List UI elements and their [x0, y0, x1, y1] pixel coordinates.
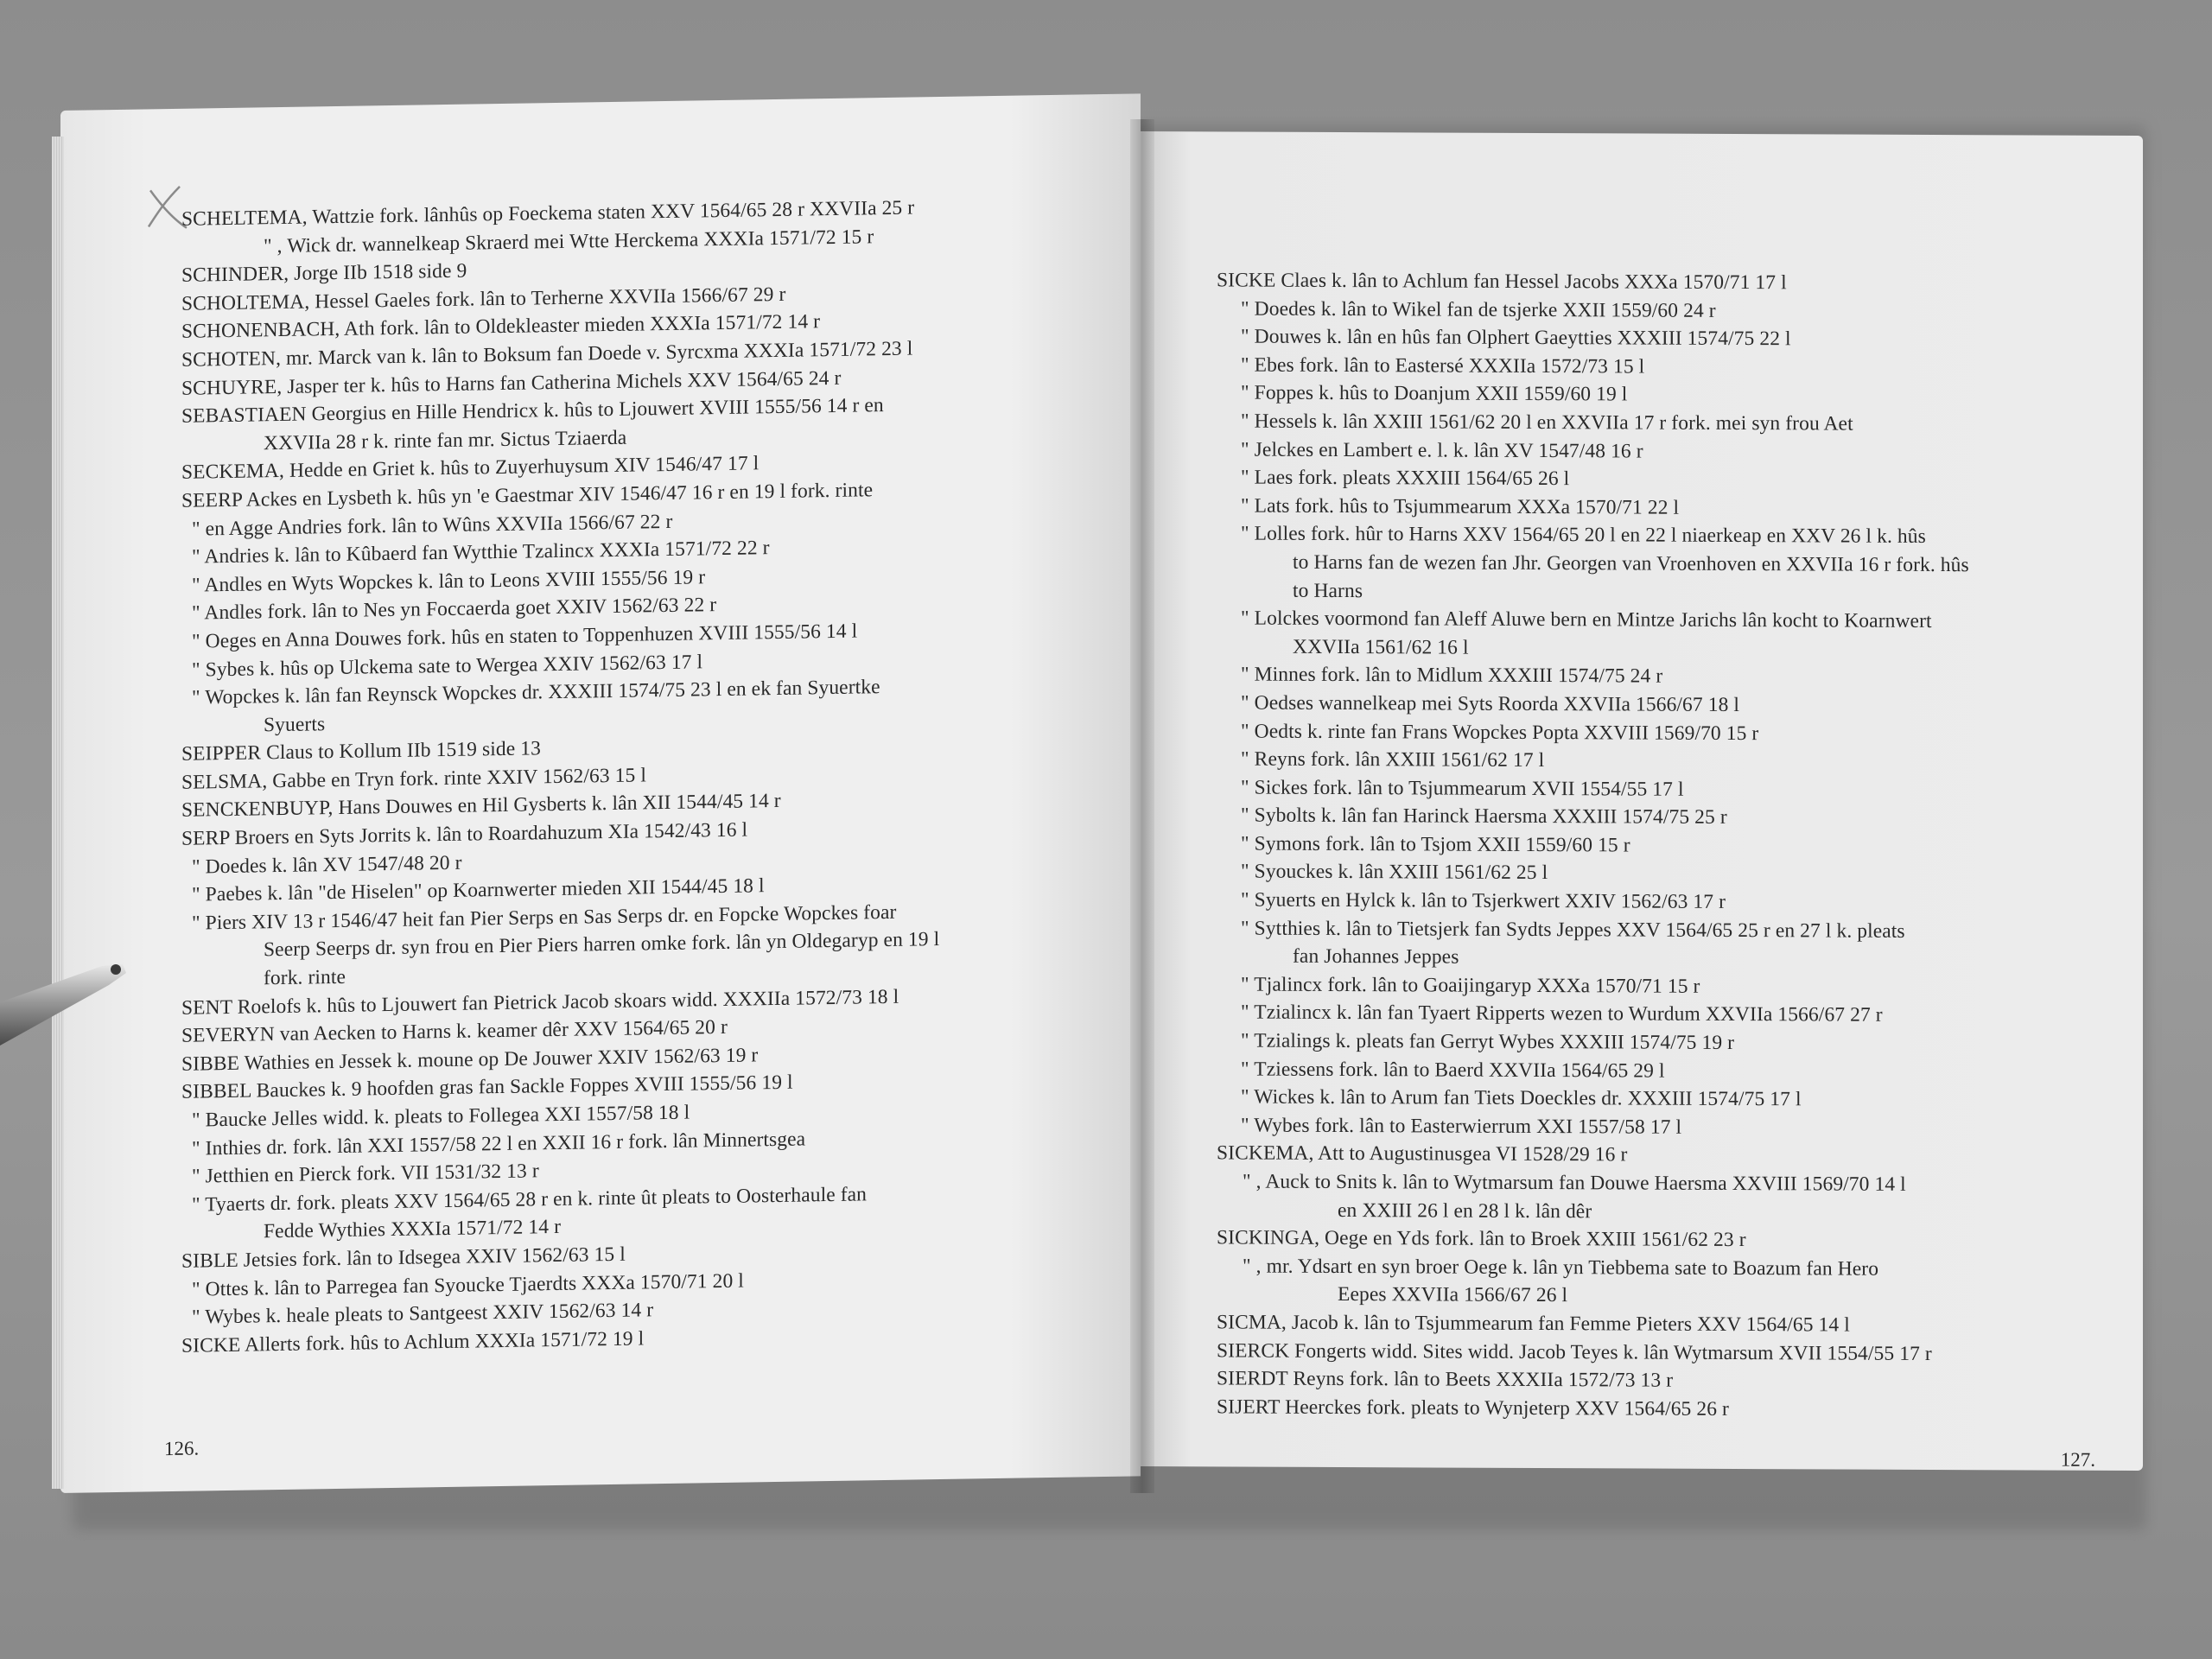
text-line: SICKE Allerts fork. hûs to Achlum XXXIa 1571/72 19 l: [181, 1327, 645, 1357]
left-page: [60, 93, 1141, 1493]
text-line: " Douwes k. lân en hûs fan Olphert Gaeytties XXXIII 1574/75 22 l: [1241, 325, 1791, 351]
text-line: SCHUYRE, Jasper ter k. hûs to Harns fan Catherina Michels XXV 1564/65 24 r: [181, 366, 842, 400]
pen-icon: [0, 950, 130, 1054]
text-line: " Lolles fork. hûr to Harns XXV 1564/65 20 l en 22 l niaerkeap en XXV 26 l k. hûs: [1241, 522, 1926, 549]
text-line: SIERDT Reyns fork. lân to Beets XXXIIa 1572/73 13 r: [1217, 1367, 1674, 1392]
text-line: " Tziessens fork. lân to Baerd XXVIIa 1564/65 29 l: [1241, 1058, 1665, 1083]
text-line: Seerp Seerps dr. syn frou en Pier Piers harren omke fork. lân yn Oldegaryp en 19 l: [264, 928, 940, 962]
text-line: SELSMA, Gabbe en Tryn fork. rinte XXIV 1562/63 15 l: [181, 764, 646, 794]
text-line: " Wopckes k. lân fan Reynsck Wopckes dr. XXXIII 1574/75 23 l en ek fan Syuertke: [192, 676, 880, 709]
text-line: " Piers XIV 13 r 1546/47 heit fan Pier Serps en Sas Serps dr. en Fopcke Wopckes foar: [192, 900, 897, 935]
text-line: SIBBEL Bauckes k. 9 hoofden gras fan Sackle Foppes XVIII 1555/56 19 l: [181, 1071, 793, 1104]
open-book: [60, 111, 2143, 1528]
text-line: " , Wick dr. wannelkeap Skraerd mei Wtte Herckema XXXIa 1571/72 15 r: [264, 225, 874, 257]
right-page: [1141, 131, 2143, 1471]
page-edges: [52, 137, 64, 1489]
text-line: " Inthies dr. fork. lân XXI 1557/58 22 l en XXII 16 r fork. lân Minnertsgea: [192, 1128, 806, 1160]
text-line: SCHELTEMA, Wattzie fork. lânhûs op Foeckema staten XXV 1564/65 28 r XXVIIa 25 r: [181, 196, 915, 231]
text-line: " Tjalincx fork. lân to Goaijingaryp XXXa 1570/71 15 r: [1241, 973, 1700, 998]
text-line: " Wybes fork. lân to Easterwierrum XXI 1557/58 17 l: [1241, 1114, 1682, 1139]
text-line: " Ebes fork. lân to Eastersé XXXIIa 1572/73 15 l: [1241, 353, 1645, 378]
text-line: " Sybolts k. lân fan Harinck Haersma XXXIII 1574/75 25 r: [1241, 804, 1727, 830]
text-line: " Hessels k. lân XXIII 1561/62 20 l en XXVIIa 17 r fork. mei syn frou Aet: [1241, 410, 1853, 435]
text-line: SERP Broers en Syts Jorrits k. lân to Roardahuzum XIa 1542/43 16 l: [181, 818, 748, 850]
text-line: SICKINGA, Oege en Yds fork. lân to Broek XXIII 1561/62 23 r: [1217, 1226, 1746, 1252]
text-line: " Doedes k. lân to Wikel fan de tsjerke XXII 1559/60 24 r: [1241, 297, 1716, 322]
text-line: XXVIIa 28 r k. rinte fan mr. Sictus Tziaerda: [264, 426, 627, 455]
text-line: " Tyaerts dr. fork. pleats XXV 1564/65 28 r en k. rinte ût pleats to Oosterhaule fan: [192, 1183, 868, 1217]
book-gutter: [1130, 119, 1154, 1493]
text-line: SCHOLTEMA, Hessel Gaeles fork. lân to Terherne XXVIIa 1566/67 29 r: [181, 283, 786, 315]
text-line: en XXIII 26 l en 28 l k. lân dêr: [1338, 1198, 1592, 1223]
text-line: to Harns fan de wezen fan Jhr. Georgen van Vroenhoven en XXVIIa 16 r fork. hûs: [1293, 550, 1969, 577]
text-line: SIJERT Heerckes fork. pleats to Wynjeterp XXV 1564/65 26 r: [1217, 1395, 1729, 1421]
right-page-text: [1217, 266, 2124, 1425]
text-line: " Tzialings k. pleats fan Gerryt Wybes XXXIII 1574/75 19 r: [1241, 1029, 1735, 1055]
text-line: " Minnes fork. lân to Midlum XXXIII 1574/75 24 r: [1241, 663, 1663, 688]
text-line: to Harns: [1293, 579, 1363, 602]
text-line: " Sybes k. hûs op Ulckema sate to Wergea XXIV 1562/63 17 l: [192, 650, 703, 682]
text-line: SIBBE Wathies en Jessek k. moune op De Jouwer XXIV 1562/63 19 r: [181, 1044, 759, 1076]
text-line: SEERP Ackes en Lysbeth k. hûs yn 'e Gaestmar XIV 1546/47 16 r en 19 l fork. rinte: [181, 479, 874, 512]
text-line: " Symons fork. lân to Tsjom XXII 1559/60 15 r: [1241, 832, 1630, 857]
text-line: " Syuerts en Hylck k. lân to Tsjerkwert XXIV 1562/63 17 r: [1241, 888, 1726, 914]
text-line: " Doedes k. lân XV 1547/48 20 r: [192, 851, 462, 879]
text-line: " en Agge Andries fork. lân to Wûns XXVIIa 1566/67 22 r: [192, 510, 673, 541]
text-line: SCHONENBACH, Ath fork. lân to Oldekleaster mieden XXXIa 1571/72 14 r: [181, 310, 821, 344]
text-line: SEVERYN van Aecken to Harns k. keamer dêr XXV 1564/65 20 r: [181, 1016, 728, 1048]
text-line: SIBLE Jetsies fork. lân to Idsegea XXIV 1562/63 15 l: [181, 1243, 626, 1273]
text-line: SEBASTIAEN Georgius en Hille Hendricx k. hûs to Ljouwert XVIII 1555/56 14 r en: [181, 394, 884, 428]
text-line: SICMA, Jacob k. lân to Tsjummearum fan Femme Pieters XXV 1564/65 14 l: [1217, 1311, 1850, 1337]
text-line: " Foppes k. hûs to Doanjum XXII 1559/60 19 l: [1241, 381, 1628, 406]
text-line: " Ottes k. lân to Parregea fan Syoucke Tjaerdts XXXa 1570/71 20 l: [192, 1269, 744, 1301]
text-line: SIERCK Fongerts widd. Sites widd. Jacob Teyes k. lân Wytmarsum XVII 1554/55 17 r: [1217, 1338, 1932, 1365]
text-line: " Jetthien en Pierck fork. VII 1531/32 13 r: [192, 1160, 539, 1188]
text-line: " Wickes k. lân to Arum fan Tiets Doeckles dr. XXXIII 1574/75 17 l: [1241, 1085, 1802, 1111]
text-line: " Tzialincx k. lân fan Tyaert Ripperts wezen to Wurdum XXVIIa 1566/67 27 r: [1241, 1001, 1883, 1027]
text-line: Fedde Wythies XXXIa 1571/72 14 r: [264, 1216, 562, 1243]
text-line: SCHINDER, Jorge IIb 1518 side 9: [181, 259, 467, 287]
left-page-number: 126.: [164, 1437, 200, 1460]
text-line: " Wybes k. heale pleats to Santgeest XXIV 1562/63 14 r: [192, 1299, 654, 1329]
text-line: " Lolckes voormond fan Aleff Aluwe bern en Mintze Jarichs lân kocht to Koarnwert: [1241, 607, 1932, 633]
right-page-number: 127.: [2060, 1448, 2095, 1471]
text-line: " Oedses wannelkeap mei Syts Roorda XXVIIa 1566/67 18 l: [1241, 691, 1740, 716]
text-line: " Andles en Wyts Wopckes k. lân to Leons XVIII 1555/56 19 r: [192, 565, 706, 597]
text-line: " Oeges en Anna Douwes fork. hûs en staten to Toppenhuzen XVIII 1555/56 14 l: [192, 620, 858, 653]
text-line: " Sytthies k. lân to Tietsjerk fan Sydts Jeppes XXV 1564/65 25 r en 27 l k. pleats: [1241, 917, 1905, 943]
text-line: " Lats fork. hûs to Tsjummearum XXXa 1570/71 22 l: [1241, 494, 1680, 519]
text-line: " Andles fork. lân to Nes yn Foccaerda goet XXIV 1562/63 22 r: [192, 594, 717, 625]
text-line: " Baucke Jelles widd. k. pleats to Follegea XXI 1557/58 18 l: [192, 1101, 690, 1132]
text-line: Eepes XXVIIa 1566/67 26 l: [1338, 1283, 1568, 1307]
left-page-text: [181, 191, 1115, 1360]
text-line: SENCKENBUYP, Hans Douwes en Hil Gysberts k. lân XII 1544/45 14 r: [181, 790, 781, 823]
text-line: " Andries k. lân to Kûbaerd fan Wytthie Tzalincx XXXIa 1571/72 22 r: [192, 537, 770, 569]
text-line: " , Auck to Snits k. lân to Wytmarsum fan Douwe Haersma XXVIII 1569/70 14 l: [1243, 1170, 1906, 1196]
text-line: " Sickes fork. lân to Tsjummearum XVII 1554/55 17 l: [1241, 776, 1684, 801]
text-line: SCHOTEN, mr. Marck van k. lân to Boksum fan Doede v. Syrcxma XXXIa 1571/72 23 l: [181, 337, 913, 372]
text-line: " Oedts k. rinte fan Frans Wopckes Popta XXVIII 1569/70 15 r: [1241, 720, 1759, 745]
text-line: SICKE Claes k. lân to Achlum fan Hessel Jacobs XXXa 1570/71 17 l: [1217, 269, 1787, 295]
text-line: fan Johannes Jeppes: [1293, 945, 1459, 969]
text-line: SECKEMA, Hedde en Griet k. hûs to Zuyerhuysum XIV 1546/47 17 l: [181, 452, 760, 485]
text-line: " Laes fork. pleats XXXIII 1564/65 26 l: [1241, 466, 1570, 491]
text-line: SICKEMA, Att to Augustinusgea VI 1528/29 16 r: [1217, 1141, 1628, 1166]
text-line: Syuerts: [264, 712, 326, 736]
text-line: XXVIIa 1561/62 16 l: [1293, 635, 1469, 659]
text-line: SENT Roelofs k. hûs to Ljouwert fan Pietrick Jacob skoars widd. XXXIIa 1572/73 18 l: [181, 985, 899, 1020]
text-line: " Paebes k. lân "de Hiselen" op Koarnwerter mieden XII 1544/45 18 l: [192, 874, 765, 906]
text-line: " Syouckes k. lân XXIII 1561/62 25 l: [1241, 860, 1548, 885]
text-line: SEIPPER Claus to Kollum IIb 1519 side 13: [181, 737, 541, 766]
text-line: " Reyns fork. lân XXIII 1561/62 17 l: [1241, 747, 1545, 772]
text-line: " , mr. Ydsart en syn broer Oege k. lân yn Tiebbema sate to Boazum fan Hero: [1243, 1255, 1879, 1281]
text-line: " Jelckes en Lambert e. l. k. lân XV 1547/48 16 r: [1241, 438, 1643, 463]
text-line: fork. rinte: [264, 965, 346, 990]
